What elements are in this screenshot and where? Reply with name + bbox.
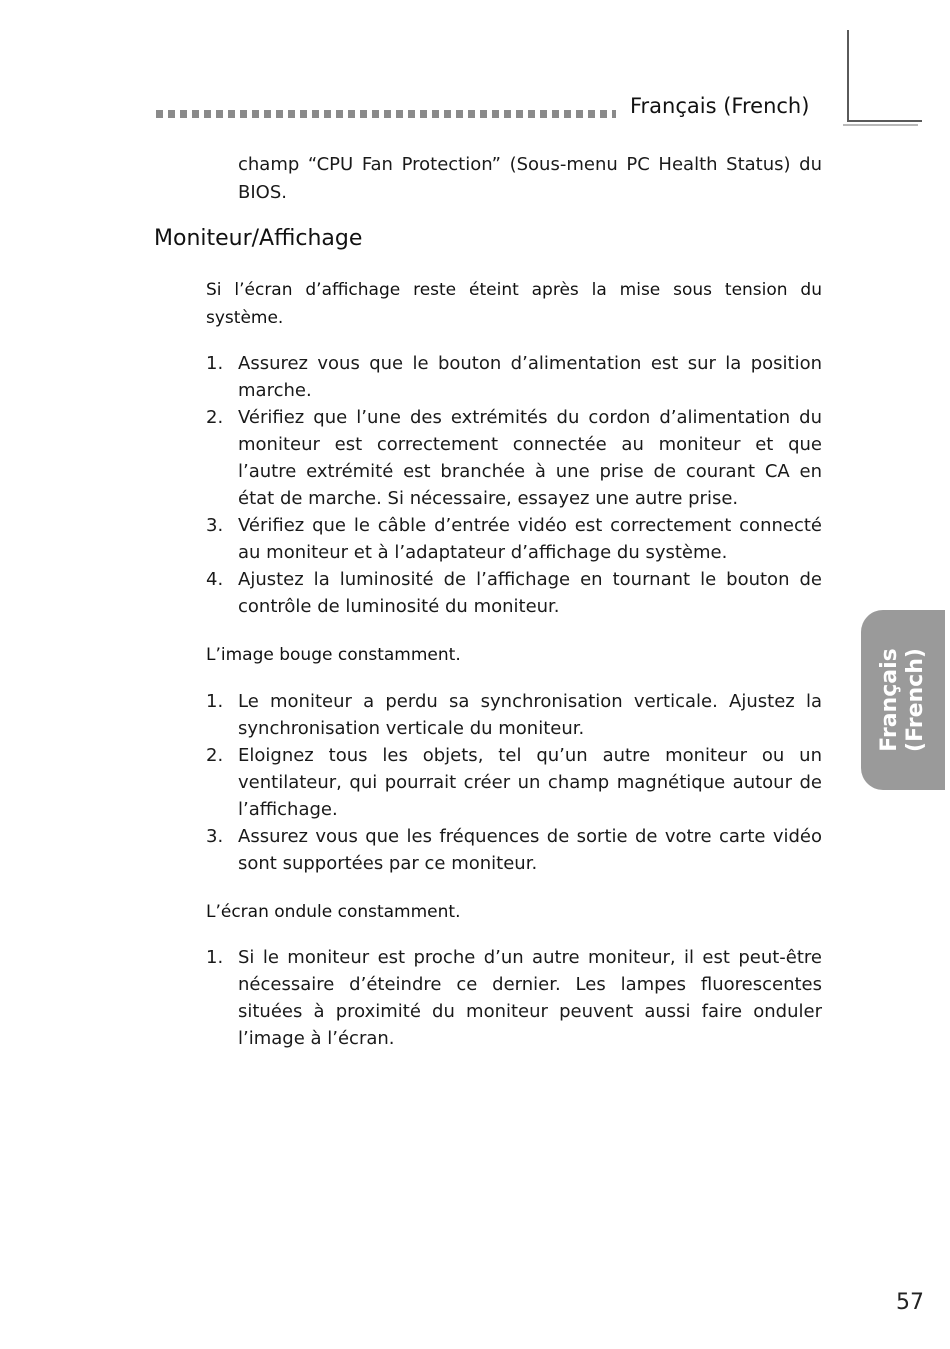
side-tab-line-2: (French) [903, 648, 928, 752]
list-item: 3. Assurez vous que les fréquences de sortie de votre carte vidéo sont supportées par ce moniteur. [206, 826, 822, 874]
list-item: 1. Si le moniteur est proche d’un autre moniteur, il est peut-être nécessaire d’éteindre ce dernier. Les lampes fluorescentes situées à proximité du moniteur peuvent aussi faire onduler l’image à l’écran. [206, 947, 822, 1049]
header-dot-leader [156, 110, 616, 118]
list-item: 1. Assurez vous que le bouton d’alimentation est sur la position marche. [206, 353, 822, 401]
section-title: Moniteur/Affichage [154, 226, 363, 251]
header-title: Français (French) [630, 94, 810, 118]
problem-heading-2: L’image bouge constamment. [206, 645, 461, 665]
problem-heading-1: Si l’écran d’affichage reste éteint après la mise sous tension du système. [206, 280, 822, 328]
problem-list-1 [206, 350, 822, 620]
corner-mark-shadow [843, 124, 918, 126]
problem-list-3 [206, 944, 822, 1052]
page-number: 57 [896, 1290, 924, 1315]
list-item: 1. Le moniteur a perdu sa synchronisation verticale. Ajustez la synchronisation verticale du moniteur. [206, 691, 822, 739]
side-tab-line-1: Français [877, 648, 902, 752]
list-item: 3. Vérifiez que le câble d’entrée vidéo est correctement connecté au moniteur et à l’adaptateur d’affichage du système. [206, 515, 822, 563]
list-item: 2. Eloignez tous les objets, tel qu’un autre moniteur ou un ventilateur, qui pourrait créer un champ magnétique autour de l’affichage. [206, 745, 822, 820]
side-tab-label [877, 648, 929, 752]
problem-heading-3: L’écran ondule constamment. [206, 902, 461, 922]
corner-mark-horizontal [847, 120, 922, 122]
list-item: 2. Vérifiez que l’une des extrémités du cordon d’alimentation du moniteur est correctement connectée au moniteur et que l’autre extrémité est branchée à une prise de courant CA en état de marche. Si nécessaire, essayez une autre prise. [206, 407, 822, 509]
problem-list-2 [206, 688, 822, 877]
list-item: 4. Ajustez la luminosité de l’affichage en tournant le bouton de contrôle de luminosité du moniteur. [206, 569, 822, 617]
intro-paragraph: champ “CPU Fan Protection” (Sous-menu PC Health Status) du BIOS. [238, 154, 822, 203]
corner-mark-vertical [847, 30, 849, 122]
